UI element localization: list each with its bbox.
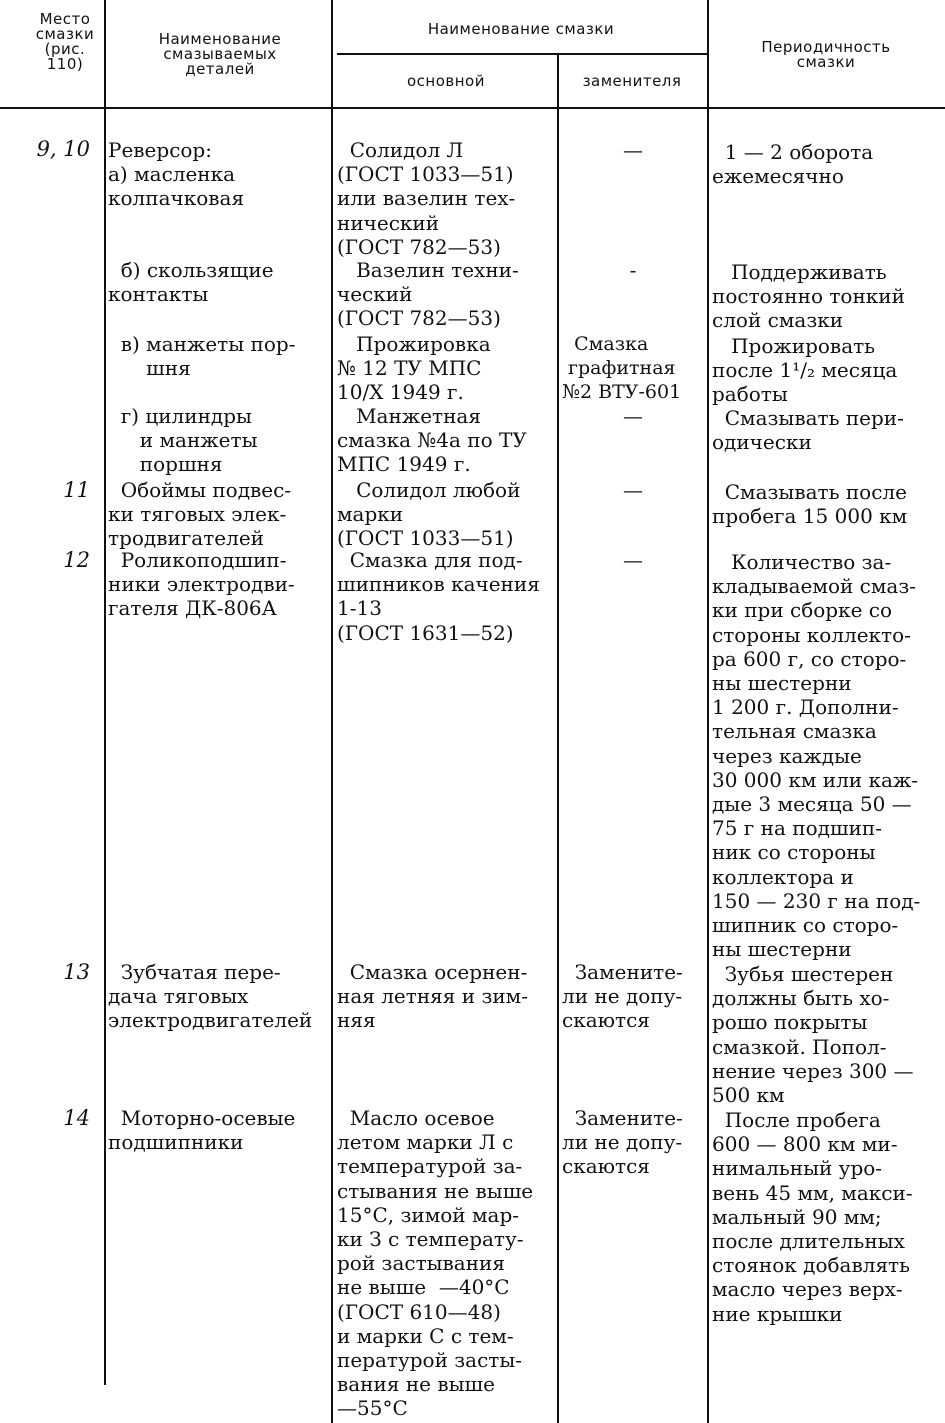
header-col3-group: Наименование смазки: [427, 20, 615, 38]
substitute-lubricant: -: [629, 258, 637, 282]
part-name: Роликоподшип- ники электродви- гателя ДК-806А: [108, 548, 295, 621]
substitute-lubricant: Замените- ли не допу- скаются: [562, 960, 683, 1033]
rule-col2: [331, 0, 333, 1423]
part-name: г) цилиндры и манжеты поршня: [120, 404, 258, 477]
part-name: б) скользящие контакты: [108, 258, 274, 307]
lubrication-period: Поддерживать постоянно тонкий слой смазки: [712, 260, 905, 333]
substitute-lubricant: Замените- ли не допу- скаются: [562, 1106, 683, 1179]
rule-col4: [707, 0, 709, 1423]
main-lubricant: Смазка для под- шипников качения 1-13 (ГОСТ 1631—52): [337, 548, 540, 645]
main-lubricant: Прожировка № 12 ТУ МПС 10/Х 1949 г.: [337, 332, 491, 405]
row-number: 12: [63, 548, 90, 572]
part-name: Зубчатая пере- дача тяговых электродвигателей: [108, 960, 313, 1033]
substitute-lubricant: —: [623, 138, 643, 162]
row-number: 13: [63, 960, 90, 984]
main-lubricant: Солидол Л (ГОСТ 1033—51) или вазелин тех- нический (ГОСТ 782—53): [337, 138, 516, 259]
main-lubricant: Смазка осернен- ная летняя и зим- няя: [337, 960, 528, 1033]
lubrication-period: Смазывать пери- одически: [712, 406, 904, 455]
header-col3-main: основной: [407, 72, 485, 90]
header-col3-sub: заменителя: [582, 72, 682, 90]
lubrication-period: 1 — 2 оборота ежемесячно: [712, 140, 874, 189]
lubrication-period: Количество за- кладываемой смаз- ки при сборке со стороны коллекто- ра 600 г, со сторо- ны шестерни 1 200 г. Дополни- тельная смазка через каждые 30 000 км или каж- дые 3 месяца 50 — 75 г на подшип- ник со стороны коллектора и 150 — 230 г на под- шипник со сторо- ны шестерни: [712, 550, 921, 962]
part-name: Моторно-осевые подшипники: [108, 1106, 296, 1155]
header-col2: Наименование смазываемых деталей: [158, 30, 282, 78]
part-name: в) манжеты пор- шня: [120, 332, 296, 381]
substitute-lubricant: Смазка графитная №2 ВТУ-601: [562, 333, 682, 404]
main-lubricant: Вазелин техни- ческий (ГОСТ 782—53): [337, 258, 519, 331]
lubrication-period: Прожировать после 1¹/₂ месяца работы: [712, 334, 898, 407]
main-lubricant: Масло осевое летом марки Л с температурой за- стывания не выше 15°С, зимой мар- ки З с температу- рой застывания не выше —40°С (ГОСТ 610—48) и марки С с тем- пературой засты- вания не выше —55°С: [337, 1106, 534, 1421]
lubrication-period: После пробега 600 — 800 км ми- нимальный уро- вень 45 мм, макси- мальный 90 мм; после длительных стоянок добавлять масло через верх- ние крышки: [712, 1108, 913, 1326]
header-col4: Периодичность смазки: [761, 38, 891, 71]
rule-col1: [104, 0, 106, 1385]
substitute-lubricant: —: [623, 478, 643, 502]
substitute-lubricant: —: [623, 548, 643, 572]
main-lubricant: Манжетная смазка №4а по ТУ МПС 1949 г.: [337, 404, 527, 477]
row-number: 9, 10: [36, 137, 90, 161]
rule-header-bottom: [0, 107, 945, 109]
substitute-lubricant: —: [623, 404, 643, 428]
part-name: Реверсор: а) масленка колпачковая: [108, 138, 245, 211]
lubrication-period: Смазывать после пробега 15 000 км: [712, 480, 908, 529]
header-col1: Место смазки (рис. 110): [35, 10, 95, 73]
part-name: Обоймы подвес- ки тяговых элек- тродвигателей: [108, 478, 292, 551]
row-number: 14: [63, 1106, 90, 1130]
main-lubricant: Солидол любой марки (ГОСТ 1033—51): [337, 478, 521, 551]
row-number: 11: [63, 478, 90, 502]
rule-group-header: [337, 53, 707, 55]
lubrication-period: Зубья шестерен должны быть хо- рошо покрыты смазкой. Попол- нение через 300 — 500 км: [712, 962, 914, 1108]
